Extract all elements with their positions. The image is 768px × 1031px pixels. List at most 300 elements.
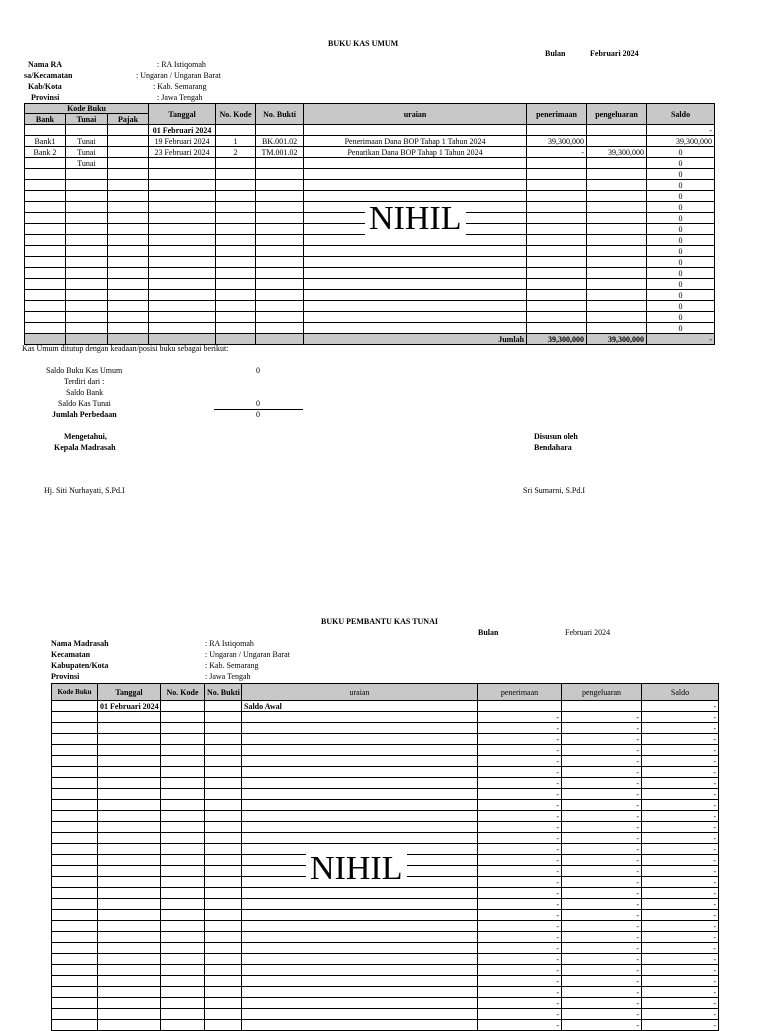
bpkt-table-row bbox=[52, 910, 719, 921]
bpkt-table-row bbox=[52, 998, 719, 1009]
bpkt-empty-cell bbox=[98, 1009, 161, 1020]
bpkt-empty-cell bbox=[242, 976, 478, 987]
header-kode-buku: Kode Buku bbox=[25, 104, 149, 114]
saldo-bku-label: Saldo Buku Kas Umum bbox=[46, 366, 123, 375]
bku-cell-saldo: 0 bbox=[647, 235, 715, 246]
bku-cell-uraian bbox=[304, 246, 527, 257]
bpkt-empty-cell bbox=[52, 822, 98, 833]
bpkt-dash-cell: - bbox=[562, 1020, 642, 1031]
bpkt-empty-cell bbox=[52, 987, 98, 998]
bpkt-dash-cell: - bbox=[478, 767, 562, 778]
bpkt-empty-cell bbox=[52, 723, 98, 734]
bpkt-header-pengeluaran: pengeluaran bbox=[562, 684, 642, 701]
bpkt-dash-cell: - bbox=[478, 888, 562, 899]
bku-cell-pengeluaran bbox=[587, 202, 647, 213]
bku-cell-bank bbox=[25, 125, 66, 136]
bpkt-info-label-kabkota: Kabupaten/Kota bbox=[51, 661, 109, 670]
bpkt-table-row bbox=[52, 767, 719, 778]
bku-cell-saldo: - bbox=[647, 125, 715, 136]
bpkt-empty-cell bbox=[52, 943, 98, 954]
bku-total-label: Jumlah bbox=[304, 334, 527, 345]
bku-cell-tanggal bbox=[149, 268, 216, 279]
bpkt-empty-cell bbox=[98, 745, 161, 756]
bpkt-empty-cell bbox=[161, 932, 205, 943]
bpkt-table-row bbox=[52, 943, 719, 954]
bpkt-empty-cell bbox=[205, 1009, 242, 1020]
bku-cell-no-bukti bbox=[256, 180, 304, 191]
bku-cell-tunai bbox=[66, 202, 108, 213]
bku-info-value-nama: : RA Istiqomah bbox=[157, 60, 206, 69]
bku-cell-no-bukti bbox=[256, 279, 304, 290]
bku-cell-pengeluaran bbox=[587, 246, 647, 257]
saldo-bank-label: Saldo Bank bbox=[66, 388, 104, 397]
bku-cell-pajak bbox=[108, 180, 149, 191]
bku-cell-tanggal bbox=[149, 246, 216, 257]
bpkt-empty-cell bbox=[98, 921, 161, 932]
bku-bulan-value: Februari 2024 bbox=[590, 49, 639, 58]
bpkt-empty-cell bbox=[242, 932, 478, 943]
bpkt-dash-cell: - bbox=[562, 800, 642, 811]
bpkt-empty-cell bbox=[98, 723, 161, 734]
bku-cell-pengeluaran bbox=[587, 136, 647, 147]
bpkt-empty-cell bbox=[98, 899, 161, 910]
bku-cell-tanggal bbox=[149, 191, 216, 202]
bpkt-dash-cell: - bbox=[642, 888, 719, 899]
bpkt-empty-cell bbox=[161, 877, 205, 888]
bku-cell-saldo: 0 bbox=[647, 323, 715, 334]
bku-cell-tunai: Tunai bbox=[66, 158, 108, 169]
bku-cell-pajak bbox=[108, 301, 149, 312]
bku-cell-saldo: 0 bbox=[647, 246, 715, 257]
bpkt-empty-cell bbox=[98, 888, 161, 899]
bpkt-empty-cell bbox=[242, 943, 478, 954]
bpkt-first-tanggal: 01 Februari 2024 bbox=[98, 701, 161, 712]
bku-cell-tanggal bbox=[149, 312, 216, 323]
bku-cell-no-kode bbox=[216, 246, 256, 257]
terdiri-label: Terdiri dari : bbox=[64, 377, 105, 386]
bku-cell-no-kode bbox=[216, 235, 256, 246]
bpkt-dash-cell: - bbox=[478, 965, 562, 976]
bpkt-dash-cell: - bbox=[478, 899, 562, 910]
bpkt-info-value-provinsi: : Jawa Tengah bbox=[205, 672, 251, 681]
bku-cell-no-bukti bbox=[256, 268, 304, 279]
bpkt-empty-cell bbox=[52, 811, 98, 822]
bku-cell-uraian bbox=[304, 323, 527, 334]
bpkt-empty-cell bbox=[161, 1009, 205, 1020]
bpkt-table-row bbox=[52, 921, 719, 932]
bku-cell-pajak bbox=[108, 191, 149, 202]
bku-cell-no-kode bbox=[216, 224, 256, 235]
bku-cell-no-bukti bbox=[256, 312, 304, 323]
bpkt-empty-cell bbox=[98, 1020, 161, 1031]
bpkt-table-row bbox=[52, 712, 719, 723]
bpkt-empty-cell bbox=[52, 767, 98, 778]
bku-info-label-kecamatan: sa/Kecamatan bbox=[24, 71, 73, 80]
bpkt-dash-cell: - bbox=[642, 712, 719, 723]
bku-cell-no-kode bbox=[216, 268, 256, 279]
bpkt-empty-cell bbox=[205, 921, 242, 932]
bpkt-empty-cell bbox=[52, 998, 98, 1009]
bpkt-dash-cell: - bbox=[642, 998, 719, 1009]
bku-cell-tunai: Tunai bbox=[66, 147, 108, 158]
bpkt-empty-cell bbox=[52, 712, 98, 723]
sign-right-title1: Disusun oleh bbox=[534, 432, 578, 441]
bpkt-dash-cell: - bbox=[478, 998, 562, 1009]
bpkt-table-row bbox=[52, 1009, 719, 1020]
bpkt-header-uraian: uraian bbox=[242, 684, 478, 701]
bku-cell-pengeluaran bbox=[587, 323, 647, 334]
bpkt-empty-cell bbox=[161, 723, 205, 734]
bpkt-empty-cell bbox=[205, 811, 242, 822]
bpkt-empty-cell bbox=[98, 767, 161, 778]
bku-cell-bank bbox=[25, 268, 66, 279]
bku-cell-tanggal bbox=[149, 158, 216, 169]
bku-cell-tunai bbox=[66, 301, 108, 312]
bku-cell-penerimaan bbox=[527, 268, 587, 279]
header-saldo: Saldo bbox=[647, 104, 715, 125]
bpkt-empty-cell bbox=[242, 888, 478, 899]
bku-cell-saldo: 0 bbox=[647, 268, 715, 279]
bpkt-empty-cell bbox=[98, 910, 161, 921]
bku-cell-tanggal bbox=[149, 279, 216, 290]
bpkt-table-row bbox=[52, 899, 719, 910]
bku-cell-bank bbox=[25, 257, 66, 268]
bpkt-dash-cell: - bbox=[478, 723, 562, 734]
bpkt-dash-cell: - bbox=[642, 844, 719, 855]
bku-cell-penerimaan: 39,300,000 bbox=[527, 136, 587, 147]
bku-cell-no-kode bbox=[216, 290, 256, 301]
bku-cell-pajak bbox=[108, 323, 149, 334]
bku-cell-penerimaan bbox=[527, 180, 587, 191]
bpkt-empty-cell bbox=[161, 712, 205, 723]
bpkt-dash-cell: - bbox=[562, 756, 642, 767]
bpkt-dash-cell: - bbox=[562, 932, 642, 943]
bpkt-empty-cell bbox=[52, 921, 98, 932]
bpkt-empty-cell bbox=[205, 712, 242, 723]
bku-cell-uraian: Penarikan Dana BOP Tahap 1 Tahun 2024 bbox=[304, 147, 527, 158]
sign-right-name: Sri Sumarni, S.Pd.I bbox=[523, 486, 586, 495]
bpkt-dash-cell: - bbox=[562, 888, 642, 899]
bpkt-empty-cell bbox=[98, 877, 161, 888]
bku-nihil-stamp: NIHIL bbox=[365, 202, 466, 236]
bku-cell-uraian bbox=[304, 257, 527, 268]
bku-cell-pajak bbox=[108, 290, 149, 301]
bku-table-row bbox=[25, 125, 715, 136]
sign-left-title2: Kepala Madrasah bbox=[54, 443, 116, 452]
bku-cell-saldo: 0 bbox=[647, 158, 715, 169]
bku-cell-saldo: 0 bbox=[647, 279, 715, 290]
bpkt-dash-cell: - bbox=[562, 778, 642, 789]
bpkt-dash-cell: - bbox=[562, 921, 642, 932]
bku-cell-uraian bbox=[304, 290, 527, 301]
bpkt-empty-cell bbox=[98, 811, 161, 822]
bpkt-dash-cell: - bbox=[642, 734, 719, 745]
bpkt-table-row bbox=[52, 789, 719, 800]
bpkt-dash-cell: - bbox=[478, 877, 562, 888]
bku-cell-no-bukti bbox=[256, 191, 304, 202]
bpkt-empty-cell bbox=[98, 998, 161, 1009]
bku-cell-tanggal bbox=[149, 202, 216, 213]
bpkt-empty-cell bbox=[205, 976, 242, 987]
bpkt-empty-cell bbox=[242, 712, 478, 723]
bku-cell-penerimaan bbox=[527, 301, 587, 312]
bpkt-dash-cell: - bbox=[478, 712, 562, 723]
bpkt-empty-cell bbox=[52, 745, 98, 756]
bpkt-empty-cell bbox=[161, 778, 205, 789]
bpkt-empty-cell bbox=[161, 987, 205, 998]
bku-cell-no-bukti bbox=[256, 246, 304, 257]
bpkt-empty-cell bbox=[161, 1020, 205, 1031]
bku-cell-penerimaan bbox=[527, 125, 587, 136]
bku-cell-penerimaan bbox=[527, 191, 587, 202]
bku-cell-no-kode bbox=[216, 158, 256, 169]
bku-cell-saldo: 0 bbox=[647, 202, 715, 213]
bku-cell-pajak bbox=[108, 147, 149, 158]
bku-cell-tunai: Tunai bbox=[66, 136, 108, 147]
bku-cell-pajak bbox=[108, 235, 149, 246]
bpkt-empty-cell bbox=[161, 767, 205, 778]
bpkt-dash-cell: - bbox=[562, 734, 642, 745]
saldo-tunai-label: Saldo Kas Tunai bbox=[58, 399, 111, 408]
bpkt-dash-cell: - bbox=[642, 943, 719, 954]
perbedaan-label: Jumlah Perbedaan bbox=[52, 410, 117, 419]
bpkt-empty-cell bbox=[52, 800, 98, 811]
bpkt-table-row bbox=[52, 778, 719, 789]
bku-cell-bank bbox=[25, 235, 66, 246]
bpkt-empty-cell bbox=[98, 932, 161, 943]
bpkt-empty-cell bbox=[205, 789, 242, 800]
header-uraian: uraian bbox=[304, 104, 527, 125]
bku-cell-pengeluaran bbox=[587, 279, 647, 290]
bku-cell-tanggal bbox=[149, 323, 216, 334]
bku-cell-pajak bbox=[108, 213, 149, 224]
bpkt-dash-cell: - bbox=[562, 976, 642, 987]
bku-cell-tunai bbox=[66, 169, 108, 180]
bpkt-empty-cell bbox=[52, 965, 98, 976]
saldo-bku-value: 0 bbox=[256, 366, 260, 375]
bpkt-dash-cell: - bbox=[562, 745, 642, 756]
bpkt-empty-cell bbox=[242, 734, 478, 745]
bku-total-pengeluaran: 39,300,000 bbox=[587, 334, 647, 345]
bku-cell-pengeluaran bbox=[587, 224, 647, 235]
bpkt-table-row bbox=[52, 734, 719, 745]
bku-cell-bank bbox=[25, 213, 66, 224]
bku-cell-pajak bbox=[108, 279, 149, 290]
bpkt-empty-cell bbox=[242, 954, 478, 965]
bpkt-dash-cell: - bbox=[478, 932, 562, 943]
bpkt-dash-cell: - bbox=[562, 866, 642, 877]
bku-cell-penerimaan bbox=[527, 158, 587, 169]
bpkt-title: BUKU PEMBANTU KAS TUNAI bbox=[321, 617, 438, 626]
bpkt-empty-cell bbox=[98, 954, 161, 965]
bku-table-row bbox=[25, 158, 715, 169]
bpkt-header-saldo: Saldo bbox=[642, 684, 719, 701]
bpkt-dash-cell: - bbox=[642, 822, 719, 833]
header-pajak: Pajak bbox=[108, 114, 149, 125]
bpkt-dash-cell: - bbox=[478, 800, 562, 811]
bku-cell-bank bbox=[25, 312, 66, 323]
bku-cell-no-kode bbox=[216, 202, 256, 213]
bpkt-empty-cell bbox=[205, 756, 242, 767]
bpkt-header-no-bukti: No. Bukti bbox=[205, 684, 242, 701]
bku-cell-tunai bbox=[66, 191, 108, 202]
bku-cell-bank bbox=[25, 290, 66, 301]
bpkt-empty-cell bbox=[52, 899, 98, 910]
bku-cell-pengeluaran bbox=[587, 213, 647, 224]
bpkt-empty-cell bbox=[205, 998, 242, 1009]
bpkt-empty-cell bbox=[205, 1020, 242, 1031]
bku-cell-saldo: 0 bbox=[647, 301, 715, 312]
bpkt-dash-cell: - bbox=[562, 833, 642, 844]
bpkt-empty-cell bbox=[205, 767, 242, 778]
bku-cell-tunai bbox=[66, 180, 108, 191]
bpkt-empty-cell bbox=[52, 778, 98, 789]
bpkt-empty-cell bbox=[52, 833, 98, 844]
bpkt-empty-cell bbox=[242, 965, 478, 976]
bpkt-dash-cell: - bbox=[562, 712, 642, 723]
bku-total-saldo: - bbox=[647, 334, 715, 345]
bku-cell-no-kode bbox=[216, 191, 256, 202]
bku-cell-no-bukti: TM.001.02 bbox=[256, 147, 304, 158]
bpkt-dash-cell: - bbox=[642, 965, 719, 976]
bku-cell-pajak bbox=[108, 268, 149, 279]
bku-table-row bbox=[25, 301, 715, 312]
bpkt-dash-cell: - bbox=[642, 833, 719, 844]
bku-cell-pajak bbox=[108, 136, 149, 147]
bku-cell-penerimaan bbox=[527, 312, 587, 323]
bku-cell-pajak bbox=[108, 246, 149, 257]
bpkt-dash-cell: - bbox=[562, 811, 642, 822]
bku-cell-no-bukti bbox=[256, 301, 304, 312]
bpkt-dash-cell: - bbox=[562, 789, 642, 800]
bku-table-row bbox=[25, 136, 715, 147]
bku-cell-tunai bbox=[66, 268, 108, 279]
bpkt-dash-cell: - bbox=[562, 954, 642, 965]
bpkt-bulan-label: Bulan bbox=[478, 628, 499, 637]
bku-cell-bank: Bank1 bbox=[25, 136, 66, 147]
bpkt-dash-cell: - bbox=[478, 811, 562, 822]
bpkt-table-row bbox=[52, 1020, 719, 1031]
bpkt-table-row bbox=[52, 932, 719, 943]
bku-cell-bank bbox=[25, 180, 66, 191]
bpkt-dash-cell: - bbox=[642, 723, 719, 734]
bpkt-empty-cell bbox=[205, 800, 242, 811]
bpkt-info-value-kabkota: : Kab. Semarang bbox=[205, 661, 259, 670]
bpkt-empty-cell bbox=[52, 1009, 98, 1020]
bpkt-empty-cell bbox=[242, 833, 478, 844]
bpkt-empty-cell bbox=[52, 976, 98, 987]
bpkt-dash-cell: - bbox=[562, 1009, 642, 1020]
bku-cell-saldo: 0 bbox=[647, 169, 715, 180]
bku-cell-penerimaan bbox=[527, 290, 587, 301]
bku-info-label-kabkota: Kab/Kota bbox=[28, 82, 62, 91]
bpkt-empty-cell bbox=[242, 745, 478, 756]
bpkt-empty-cell bbox=[98, 756, 161, 767]
bpkt-empty-cell bbox=[205, 734, 242, 745]
bku-cell-pajak bbox=[108, 312, 149, 323]
bpkt-dash-cell: - bbox=[562, 822, 642, 833]
bpkt-empty-cell bbox=[161, 745, 205, 756]
bpkt-empty-cell bbox=[52, 866, 98, 877]
bku-cell-pengeluaran bbox=[587, 301, 647, 312]
bpkt-dash-cell: - bbox=[642, 778, 719, 789]
bku-bulan-label: Bulan bbox=[545, 49, 566, 58]
bku-cell-no-bukti bbox=[256, 158, 304, 169]
bku-cell-tanggal bbox=[149, 213, 216, 224]
bku-cell-tunai bbox=[66, 290, 108, 301]
bpkt-empty-cell bbox=[98, 822, 161, 833]
bku-cell-saldo: 0 bbox=[647, 312, 715, 323]
bpkt-dash-cell: - bbox=[642, 954, 719, 965]
bpkt-empty-cell bbox=[98, 987, 161, 998]
bpkt-table-row bbox=[52, 888, 719, 899]
bku-cell-uraian bbox=[304, 301, 527, 312]
bku-cell-bank bbox=[25, 301, 66, 312]
bpkt-empty-cell bbox=[98, 965, 161, 976]
bku-cell-pengeluaran: 39,300,000 bbox=[587, 147, 647, 158]
bku-cell-tunai bbox=[66, 323, 108, 334]
bpkt-header-penerimaan: penerimaan bbox=[478, 684, 562, 701]
bpkt-dash-cell: - bbox=[478, 734, 562, 745]
bku-table-row bbox=[25, 169, 715, 180]
bpkt-dash-cell: - bbox=[562, 877, 642, 888]
bpkt-empty-cell bbox=[161, 855, 205, 866]
bpkt-empty-cell bbox=[161, 943, 205, 954]
bku-cell-tunai bbox=[66, 246, 108, 257]
sign-left-name: Hj. Siti Nurhayati, S.Pd.I bbox=[44, 486, 125, 495]
bpkt-dash-cell: - bbox=[562, 855, 642, 866]
bpkt-empty-cell bbox=[242, 987, 478, 998]
bpkt-empty-cell bbox=[161, 734, 205, 745]
bku-cell-pengeluaran bbox=[587, 158, 647, 169]
bpkt-dash-cell: - bbox=[642, 855, 719, 866]
bpkt-dash-cell: - bbox=[642, 987, 719, 998]
bku-cell-uraian bbox=[304, 279, 527, 290]
header-tunai: Tunai bbox=[66, 114, 108, 125]
bpkt-info-value-nama: : RA Istiqomah bbox=[205, 639, 254, 648]
bpkt-dash-cell: - bbox=[642, 910, 719, 921]
bku-cell-tanggal bbox=[149, 301, 216, 312]
bpkt-empty-cell bbox=[52, 1020, 98, 1031]
bpkt-dash-cell: - bbox=[478, 943, 562, 954]
bku-cell-penerimaan: - bbox=[527, 147, 587, 158]
bku-table-row bbox=[25, 147, 715, 158]
bpkt-dash-cell: - bbox=[642, 767, 719, 778]
bpkt-empty-cell bbox=[242, 778, 478, 789]
bpkt-empty-cell bbox=[205, 899, 242, 910]
bku-cell-bank bbox=[25, 202, 66, 213]
bku-cell-bank bbox=[25, 279, 66, 290]
bpkt-dash-cell: - bbox=[562, 943, 642, 954]
bpkt-dash-cell: - bbox=[642, 877, 719, 888]
bpkt-empty-cell bbox=[98, 734, 161, 745]
bku-table-row bbox=[25, 290, 715, 301]
bpkt-empty-cell bbox=[98, 844, 161, 855]
bku-cell-pengeluaran bbox=[587, 290, 647, 301]
bku-cell-pajak bbox=[108, 202, 149, 213]
bpkt-empty-cell bbox=[205, 965, 242, 976]
bpkt-dash-cell: - bbox=[478, 822, 562, 833]
bpkt-empty-cell bbox=[52, 734, 98, 745]
bku-cell-saldo: 0 bbox=[647, 213, 715, 224]
bku-cell-no-bukti bbox=[256, 290, 304, 301]
bpkt-empty-cell bbox=[242, 800, 478, 811]
bpkt-dash-cell: - bbox=[642, 1009, 719, 1020]
bku-cell-uraian: Penerimaan Dana BOP Tahap 1 Tahun 2024 bbox=[304, 136, 527, 147]
bku-cell-uraian bbox=[304, 125, 527, 136]
bku-cell-tanggal bbox=[149, 257, 216, 268]
bku-cell-saldo: 0 bbox=[647, 180, 715, 191]
